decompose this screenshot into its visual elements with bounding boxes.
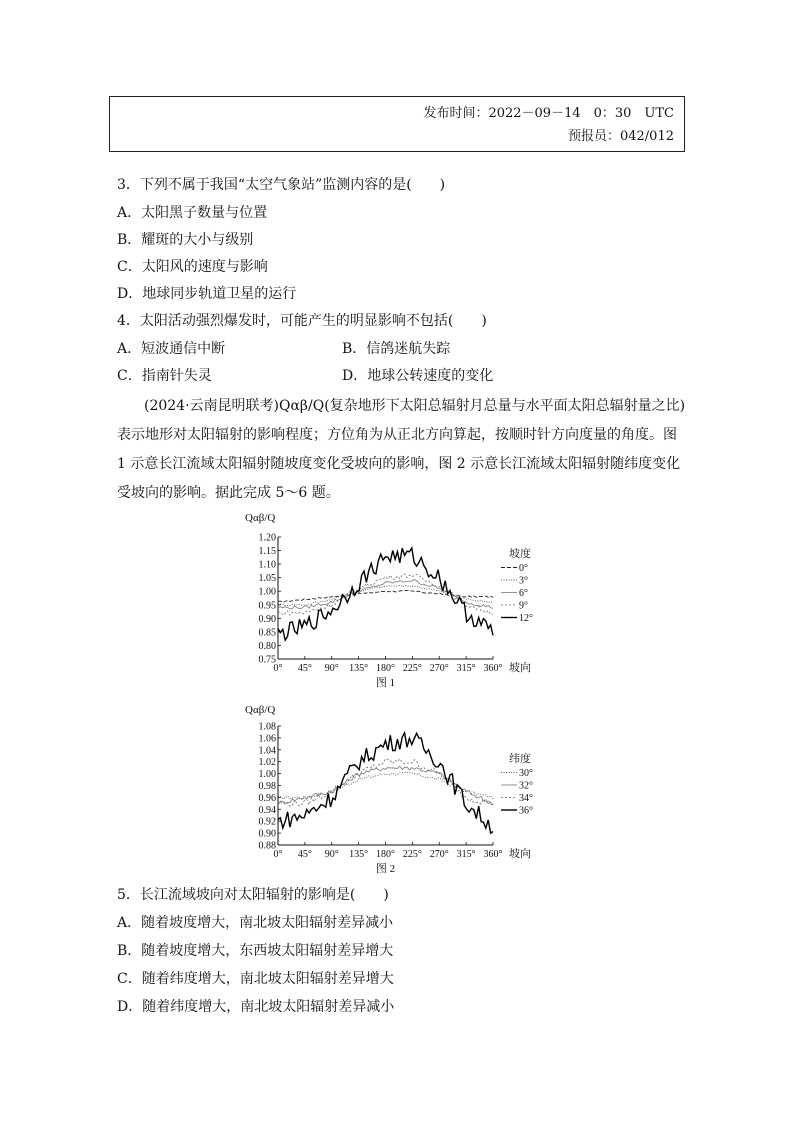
x-tick-label: 0°	[273, 663, 283, 674]
q3-option-b: B．耀斑的大小与级别	[117, 232, 254, 248]
legend-label-6deg: 6°	[519, 588, 528, 599]
q5-option-c: C．随着纬度增大，南北坡太阳辐射差异增大	[117, 971, 394, 987]
passage-line-4: 受坡向的影响。据此完成 5～6 题。	[117, 485, 340, 501]
publish-time: 发布时间：2022－09－14 0：30 UTC	[423, 106, 674, 121]
y-tick-label: 0.80	[258, 640, 276, 652]
q4-option-a: A．短波通信中断	[117, 341, 226, 357]
forecast-info-box	[109, 96, 685, 152]
series-line-6deg	[278, 580, 493, 609]
y-axis-label: Qαβ/Q	[245, 512, 276, 524]
y-axis-label: Qαβ/Q	[245, 704, 276, 716]
y-tick-label: 0.98	[258, 781, 276, 792]
figure-2-chart	[243, 699, 553, 879]
y-tick-label: 0.90	[258, 828, 276, 840]
legend-label-9deg: 9°	[519, 600, 528, 612]
y-tick-label: 1.04	[258, 745, 276, 757]
x-tick-label: 90°	[324, 663, 339, 674]
q5-stem: 5．长江流域坡向对太阳辐射的影响是( )	[117, 887, 389, 903]
q5-option-a: A．随着坡度增大，南北坡太阳辐射差异减小	[117, 915, 394, 931]
passage-line-1: (2024·云南昆明联考)Qαβ/Q(复杂地形下太阳总辐射月总量与水平面太阳总辐射量之比)	[144, 398, 686, 414]
legend-title: 纬度	[509, 753, 531, 765]
x-tick-label: 135°	[349, 849, 369, 860]
x-tick-label: 360°	[483, 663, 503, 674]
x-tick-label: 180°	[376, 663, 395, 674]
legend-label-36deg: 36°	[519, 805, 533, 817]
series-line-32deg	[278, 766, 493, 805]
x-tick-label: 90°	[324, 849, 339, 860]
y-tick-label: 1.20	[258, 532, 276, 544]
q3-option-d: D．地球同步轨道卫星的运行	[117, 286, 297, 302]
y-tick-label: 1.00	[258, 586, 276, 598]
x-tick-label: 180°	[376, 849, 395, 860]
legend-label-30deg: 30°	[519, 768, 533, 779]
forecaster: 预报员：042/012	[567, 129, 674, 144]
x-tick-label: 270°	[429, 663, 449, 674]
series-line-12deg	[278, 548, 493, 640]
q3-option-c: C．太阳风的速度与影响	[117, 259, 268, 275]
q4-option-b: B．信鸽迷航失踪	[342, 341, 451, 357]
legend-label-12deg: 12°	[519, 613, 533, 624]
q4-option-c: C．指南针失灵	[117, 368, 212, 384]
x-tick-label: 45°	[297, 849, 312, 860]
q5-option-b: B．随着坡度增大，东西坡太阳辐射差异增大	[117, 943, 394, 959]
x-tick-label: 315°	[456, 663, 476, 674]
legend-label-34deg: 34°	[519, 793, 533, 804]
y-tick-label: 0.75	[258, 654, 276, 666]
x-tick-label: 315°	[456, 849, 476, 860]
q4-option-d: D．地球公转速度的变化	[342, 368, 494, 384]
legend-label-0deg: 0°	[519, 563, 528, 574]
figure-caption: 图 2	[375, 863, 396, 875]
y-tick-label: 0.96	[258, 792, 276, 804]
figure-caption: 图 1	[375, 677, 396, 689]
y-tick-label: 0.90	[258, 613, 276, 625]
x-axis-label: 坡向	[509, 848, 531, 860]
y-tick-label: 0.95	[258, 600, 276, 612]
x-tick-label: 360°	[483, 849, 503, 860]
x-tick-label: 225°	[402, 849, 422, 860]
y-tick-label: 0.85	[258, 627, 276, 639]
passage-line-3: 1 示意长江流域太阳辐射随坡度变化受坡向的影响，图 2 示意长江流域太阳辐射随纬度变化	[117, 456, 681, 472]
series-line-30deg	[278, 772, 493, 799]
series-line-36deg	[278, 733, 493, 833]
y-tick-label: 1.02	[258, 757, 276, 769]
x-tick-label: 270°	[429, 849, 449, 860]
q3-stem: 3．下列不属于我国“太空气象站”监测内容的是( )	[117, 177, 446, 193]
y-tick-label: 0.94	[258, 804, 276, 816]
y-tick-label: 1.05	[258, 573, 276, 585]
passage-line-2: 表示地形对太阳辐射的影响程度；方位角为从正北方向算起，按顺时针方向度量的角度。图	[117, 427, 677, 443]
legend-title: 坡度	[509, 548, 531, 560]
x-tick-label: 135°	[349, 663, 369, 674]
q5-option-d: D．随着纬度增大，南北坡太阳辐射差异减小	[117, 999, 395, 1015]
series-line-34deg	[278, 759, 493, 807]
x-axis-label: 坡向	[509, 662, 531, 674]
x-tick-label: 45°	[297, 663, 312, 674]
y-tick-label: 1.15	[258, 546, 276, 558]
y-tick-label: 0.88	[258, 840, 276, 852]
q4-stem: 4．太阳活动强烈爆发时，可能产生的明显影响不包括( )	[117, 313, 487, 329]
y-tick-label: 1.10	[258, 559, 276, 571]
figure-1-chart	[243, 507, 553, 692]
series-line-9deg	[278, 574, 493, 615]
x-tick-label: 0°	[273, 849, 283, 860]
x-tick-label: 225°	[402, 663, 422, 674]
y-tick-label: 1.06	[258, 733, 276, 745]
y-tick-label: 0.92	[258, 816, 276, 828]
y-tick-label: 1.00	[258, 769, 276, 781]
q3-option-a: A．太阳黑子数量与位置	[117, 205, 268, 221]
y-tick-label: 1.08	[258, 721, 276, 733]
legend-label-32deg: 32°	[519, 780, 533, 792]
legend-label-3deg: 3°	[519, 575, 528, 587]
series-line-3deg	[278, 585, 493, 606]
